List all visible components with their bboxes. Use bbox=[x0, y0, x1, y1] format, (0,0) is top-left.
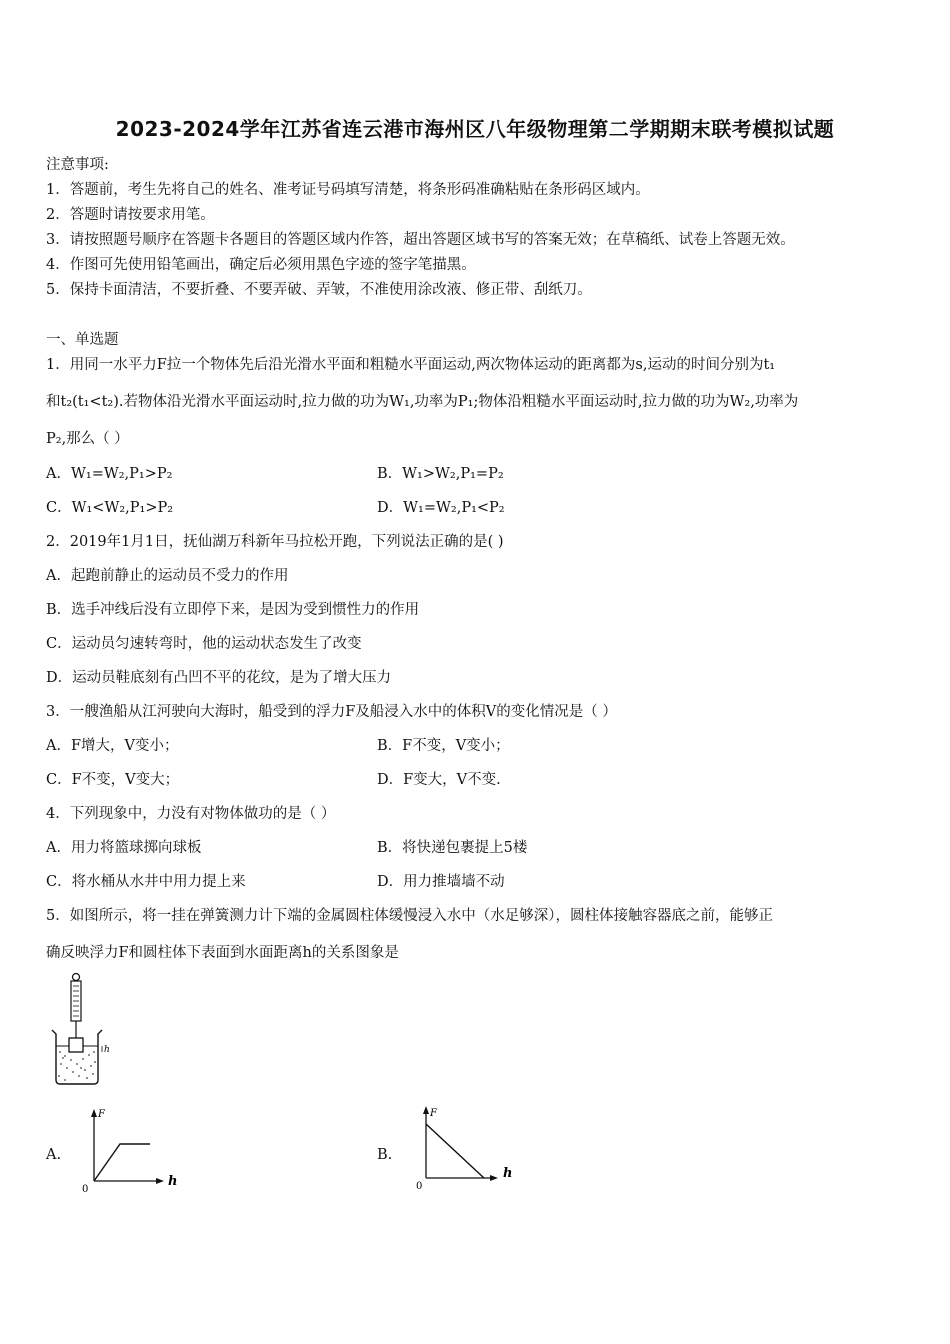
q1-option-b: B．W₁>W₂,P₁=P₂ bbox=[377, 466, 504, 482]
graph-b-y-label: F bbox=[430, 1108, 437, 1119]
q5-stem-line1: 5．如图所示，将一挂在弹簧测力计下端的金属圆柱体缓慢浸入水中（水足够深），圆柱体接触容器底之前，能够正 bbox=[46, 908, 773, 924]
depth-h-label: h bbox=[104, 1045, 110, 1055]
graph-b-x-label: h bbox=[503, 1166, 513, 1181]
page-title: 2023-2024学年江苏省连云港市海州区八年级物理第二学期期末联考模拟试题 bbox=[115, 117, 835, 141]
notice-item-5: 5．保持卡面清洁，不要折叠、不要弄破、弄皱，不准使用涂改液、修正带、刮纸刀。 bbox=[46, 282, 592, 298]
q4-option-d: D．用力推墙墙不动 bbox=[377, 874, 505, 890]
q5-option-a-label: A. bbox=[46, 1147, 62, 1163]
section-heading: 一、单选题 bbox=[46, 332, 119, 348]
q2-option-a: A．起跑前静止的运动员不受力的作用 bbox=[46, 568, 289, 584]
notice-item-3: 3．请按照题号顺序在答题卡各题目的答题区域内作答，超出答题区域书写的答案无效；在草稿纸、试卷上答题无效。 bbox=[46, 232, 795, 248]
q2-option-b: B．选手冲线后没有立即停下来，是因为受到惯性力的作用 bbox=[46, 602, 420, 618]
q1-stem-line2: 和t₂(t₁<t₂).若物体沿光滑水平面运动时,拉力做的功为W₁,功率为P₁;物体沿粗糙水平面运动时,拉力做的功为W₂,功率为 bbox=[46, 394, 799, 410]
q3-option-c: C．F不变，V变大； bbox=[46, 772, 180, 788]
q5-option-b-label: B. bbox=[377, 1147, 393, 1163]
q3-option-a: A．F增大，V变小； bbox=[46, 738, 179, 754]
graph-a bbox=[80, 1105, 190, 1195]
q1-option-c: C．W₁<W₂,P₁>P₂ bbox=[46, 500, 174, 516]
notice-item-4: 4．作图可先使用铅笔画出，确定后必须用黑色字迹的签字笔描黑。 bbox=[46, 257, 476, 273]
notice-item-1: 1．答题前，考生先将自己的姓名、准考证号码填写清楚，将条形码准确粘贴在条形码区域内。 bbox=[46, 182, 650, 198]
q2-option-c: C．运动员匀速转弯时，他的运动状态发生了改变 bbox=[46, 636, 362, 652]
q5-stem-line2: 确反映浮力F和圆柱体下表面到水面距离h的关系图象是 bbox=[46, 945, 399, 961]
q3-option-d: D．F变大，V不变. bbox=[377, 772, 501, 788]
q4-option-b: B．将快递包裹提上5楼 bbox=[377, 840, 528, 856]
notice-item-2: 2．答题时请按要求用笔。 bbox=[46, 207, 215, 223]
q1-option-d: D．W₁=W₂,P₁<P₂ bbox=[377, 500, 505, 516]
graph-b bbox=[412, 1102, 522, 1192]
q3-stem: 3．一艘渔船从江河驶向大海时，船受到的浮力F及船浸入水中的体积V的变化情况是（ ） bbox=[46, 704, 617, 720]
graph-b-origin: 0 bbox=[416, 1181, 423, 1192]
graph-a-y-label: F bbox=[98, 1109, 105, 1120]
q1-stem-line3: P₂,那么（ ） bbox=[46, 431, 129, 447]
graph-a-origin: 0 bbox=[82, 1184, 89, 1195]
q4-option-a: A．用力将篮球掷向球板 bbox=[46, 840, 202, 856]
q4-option-c: C．将水桶从水井中用力提上来 bbox=[46, 874, 246, 890]
q4-stem: 4．下列现象中，力没有对物体做功的是（ ） bbox=[46, 806, 336, 822]
q2-option-d: D．运动员鞋底刻有凸凹不平的花纹，是为了增大压力 bbox=[46, 670, 392, 686]
notice-heading: 注意事项: bbox=[46, 157, 109, 173]
q1-stem-line1: 1．用同一水平力F拉一个物体先后沿光滑水平面和粗糙水平面运动,两次物体运动的距离都为s,运动的时间分别为t₁ bbox=[46, 357, 776, 373]
spring-scale-figure bbox=[46, 972, 116, 1088]
q2-stem: 2．2019年1月1日，抚仙湖万科新年马拉松开跑，下列说法正确的是( ) bbox=[46, 534, 504, 550]
graph-a-x-label: h bbox=[168, 1174, 178, 1189]
q3-option-b: B．F不变，V变小； bbox=[377, 738, 510, 754]
q1-option-a: A．W₁=W₂,P₁>P₂ bbox=[46, 466, 173, 482]
